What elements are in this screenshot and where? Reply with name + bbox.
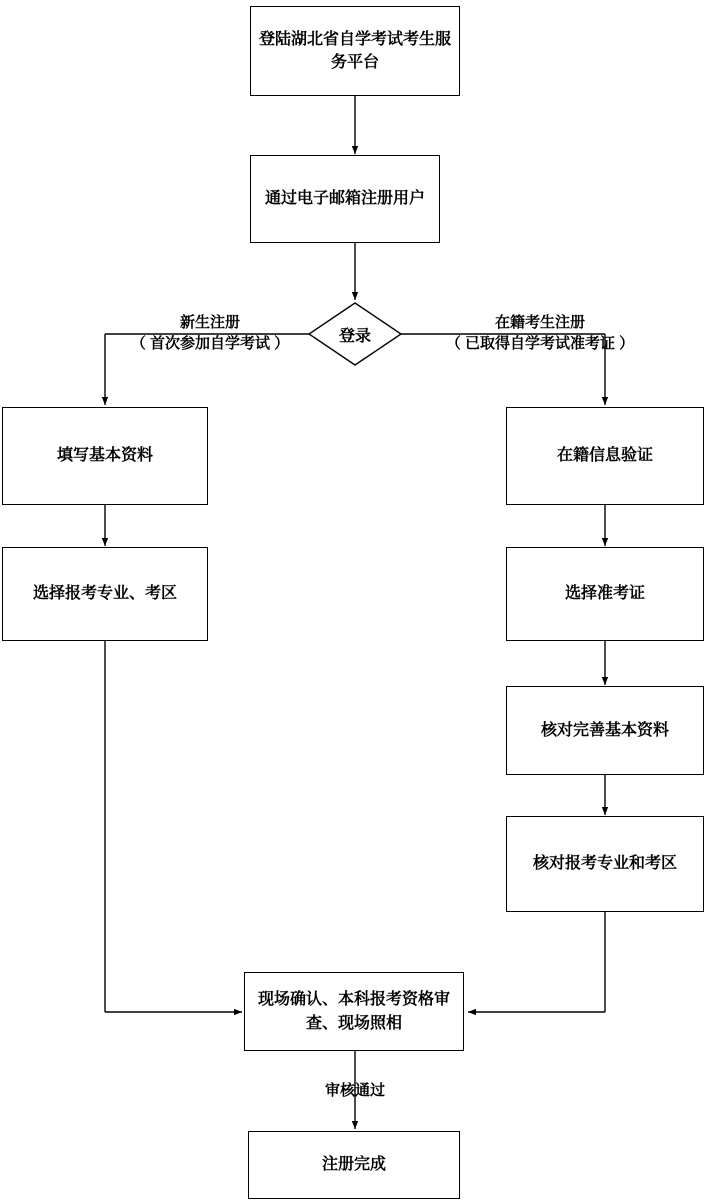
node-register-email-label: 通过电子邮箱注册用户 — [264, 190, 425, 208]
node-enrolled-verify-label: 在籍信息验证 — [556, 447, 653, 465]
node-decision-login — [308, 302, 402, 366]
node-register-done-label: 注册完成 — [321, 1156, 386, 1174]
node-enrolled-check-info — [506, 686, 704, 775]
node-enrolled-check-info-label: 核对完善基本资料 — [540, 721, 669, 739]
node-new-fill-info-label: 填写基本资料 — [56, 447, 153, 465]
edge-label-new-student-line1: 新生注册 — [179, 314, 240, 331]
edge-label-enrolled-student-line2: （ 已取得自学考试准考证 ） — [445, 335, 635, 352]
node-enrolled-check-major — [506, 816, 704, 912]
node-decision-login-label: 登录 — [338, 327, 371, 345]
node-login-platform-label: 登陆湖北省自学考试考生服务平台 — [258, 30, 451, 71]
node-register-email — [250, 155, 440, 243]
node-register-done — [248, 1131, 460, 1199]
edge-label-audit-passed — [300, 1080, 410, 1101]
node-new-select-major — [2, 547, 208, 641]
node-enrolled-check-major-label: 核对报考专业和考区 — [532, 855, 677, 873]
edge-label-audit-passed-text: 审核通过 — [324, 1082, 385, 1099]
node-login-platform — [250, 6, 460, 96]
edge-label-new-student-line2: （ 首次参加自学考试 ） — [130, 335, 290, 352]
edge-label-enrolled-student — [410, 312, 670, 354]
node-enrolled-verify — [506, 407, 704, 505]
node-onsite-confirm — [244, 972, 464, 1051]
node-onsite-confirm-label: 现场确认、本科报考资格审查、现场照相 — [257, 991, 450, 1032]
edge-label-enrolled-student-line1: 在籍考生注册 — [494, 314, 585, 331]
node-enrolled-select-ticket — [506, 547, 704, 641]
node-new-fill-info — [2, 407, 208, 505]
node-enrolled-select-ticket-label: 选择准考证 — [564, 585, 645, 603]
node-new-select-major-label: 选择报考专业、考区 — [32, 585, 177, 603]
edge-label-new-student — [110, 312, 310, 354]
